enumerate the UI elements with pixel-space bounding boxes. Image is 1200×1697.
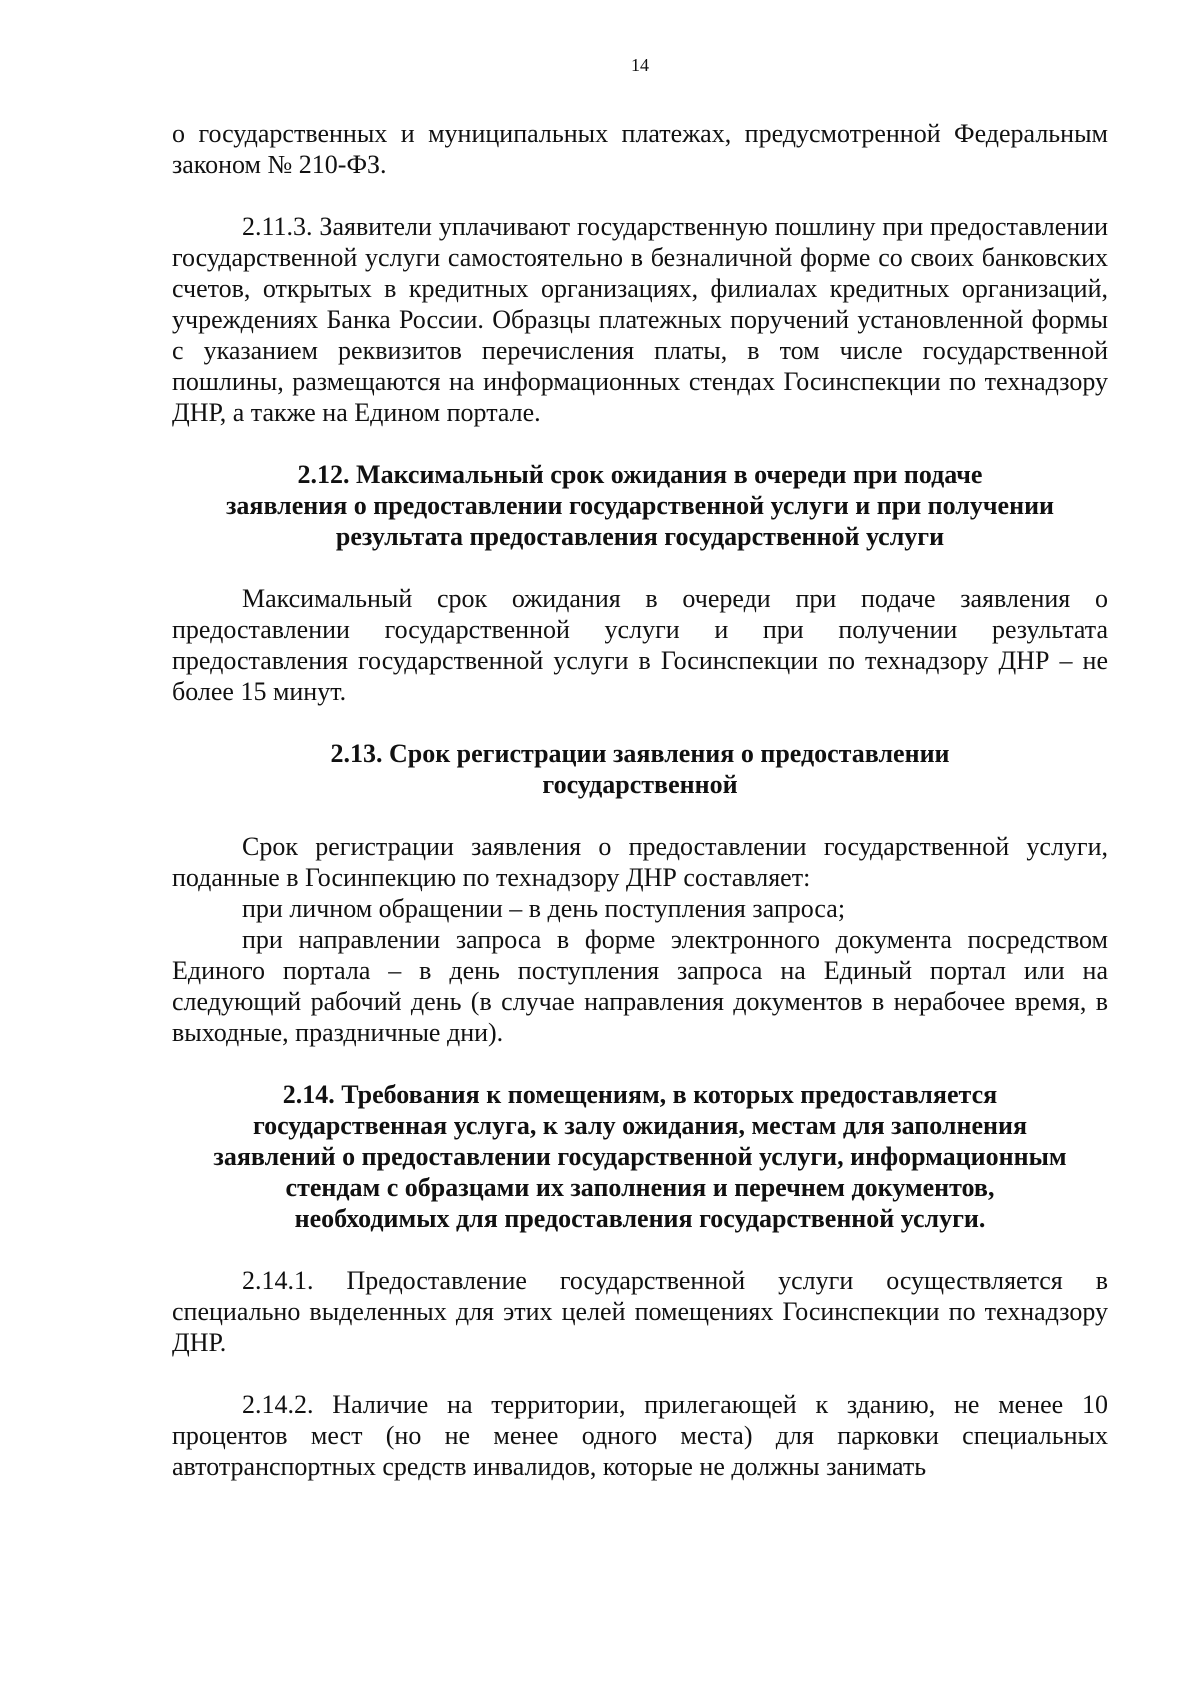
heading-2-14 [172,1079,1108,1234]
paragraph-2-13-item-electronic: при направлении запроса в форме электронного документа посредством Единого портала – в день поступления запроса на Единый портал или на следующий рабочий день (в случае направления документов в нерабочее время, в выходные, праздничные дни). [172,925,1108,1047]
heading-2-13 [172,738,1108,800]
heading-line: государственной [542,770,738,799]
document-page [172,54,1108,1482]
paragraph-2-11-3: 2.11.3. Заявители уплачивают государственную пошлину при предоставлении государственной услуги самостоятельно в безналичной форме со своих банковских счетов, открытых в кредитных организациях, филиалах кредитных организаций, учреждениях Банка России. Образцы платежных поручений установленной формы с указанием реквизитов перечисления платы, в том числе государственной пошлины, размещаются на информационных стендах Госинспекции по технадзору ДНР, а также на Едином портале. [172,212,1108,427]
paragraph-2-12-body: Максимальный срок ожидания в очереди при подаче заявления о предоставлении государственной услуги и при получении результата предоставления государственной услуги в Госинспекции по технадзору ДНР – не более 15 минут. [172,584,1108,706]
paragraph-2-14-1: 2.14.1. Предоставление государственной услуги осуществляется в специально выделенных для этих целей помещениях Госинспекции по технадзору ДНР. [172,1266,1108,1357]
heading-line: результата предоставления государственной услуги [335,522,945,551]
heading-line: стендам с образцами их заполнения и перечнем документов, [285,1173,995,1202]
page-number: 14 [631,55,649,75]
heading-line: 2.14. Требования к помещениям, в которых предоставляется [282,1080,998,1109]
heading-line: 2.12. Максимальный срок ожидания в очереди при подаче [297,460,983,489]
paragraph-2-13-body: Срок регистрации заявления о предоставлении государственной услуги, поданные в Госинпекцию по технадзору ДНР составляет: [172,832,1108,892]
heading-2-12 [172,459,1108,552]
heading-line: государственная услуга, к залу ожидания, местам для заполнения [252,1111,1028,1140]
heading-line: заявлений о предоставлении государственной услуги, информационным [213,1142,1067,1171]
paragraph-2-13-item-personal: при личном обращении – в день поступления запроса; [242,894,846,923]
heading-line: заявления о предоставлении государственной услуги и при получении [225,491,1055,520]
heading-line: необходимых для предоставления государственной услуги. [294,1204,986,1233]
paragraph-continuation: о государственных и муниципальных платежах, предусмотренной Федеральным законом № 210-ФЗ. [172,119,1108,179]
heading-line: 2.13. Срок регистрации заявления о предоставлении [330,739,950,768]
paragraph-2-14-2: 2.14.2. Наличие на территории, прилегающей к зданию, не менее 10 процентов мест (но не менее одного места) для парковки специальных автотранспортных средств инвалидов, которые не должны занимать [172,1390,1108,1481]
